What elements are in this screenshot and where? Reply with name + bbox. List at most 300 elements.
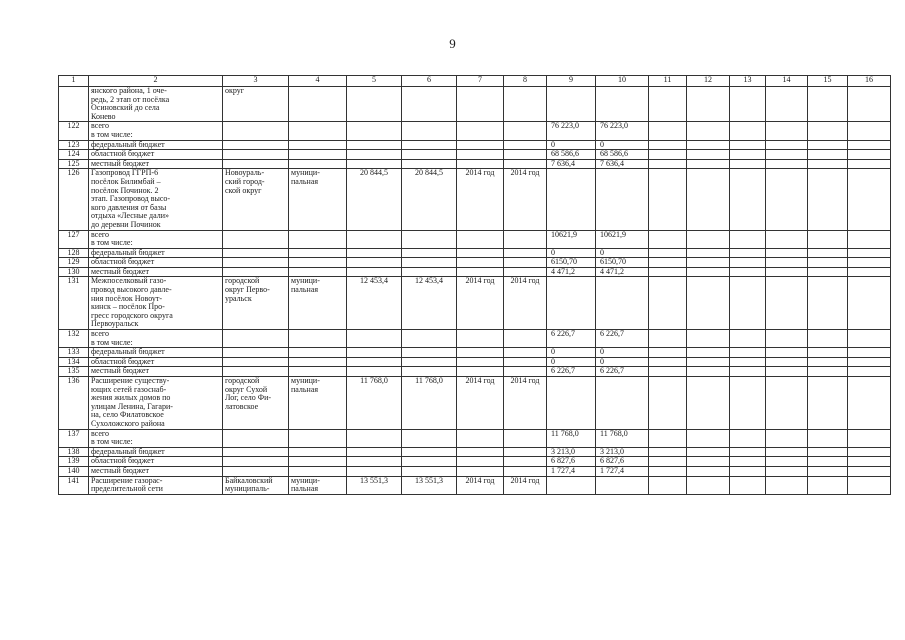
cost-total-cell: [347, 429, 402, 447]
cost-total-cell: [347, 367, 402, 377]
row-number-cell: 135: [59, 367, 89, 377]
row-number-cell: 129: [59, 258, 89, 268]
ownership-cell: [289, 447, 347, 457]
cost-remaining-cell: [402, 348, 457, 358]
municipality-cell: [223, 159, 289, 169]
col-11-cell: [649, 140, 687, 150]
col-11-cell: [649, 87, 687, 122]
cost-remaining-cell: [402, 140, 457, 150]
col-16-cell: [848, 447, 891, 457]
col-15-cell: [808, 377, 848, 430]
col-13-cell: [730, 150, 766, 160]
financing-total-cell: 6150,70: [547, 258, 596, 268]
start-year-cell: [457, 367, 504, 377]
municipality-cell: [223, 367, 289, 377]
ownership-cell: [289, 258, 347, 268]
cost-total-cell: 12 453,4: [347, 277, 402, 330]
ownership-cell: [289, 367, 347, 377]
col-16-cell: [848, 476, 891, 494]
start-year-cell: [457, 447, 504, 457]
col-15-cell: [808, 466, 848, 476]
col-16-cell: [848, 159, 891, 169]
item-name-cell: янского района, 1 оче- редь, 2 этап от посёлка Осиновский до села Конево: [89, 87, 223, 122]
item-name-cell: местный бюджет: [89, 466, 223, 476]
header-row: [59, 76, 891, 87]
col-13-cell: [730, 429, 766, 447]
page-number: 9: [449, 36, 456, 51]
cost-remaining-cell: [402, 447, 457, 457]
table-row: [59, 150, 891, 160]
col-15-cell: [808, 140, 848, 150]
col-15-cell: [808, 357, 848, 367]
col-12-cell: [687, 348, 730, 358]
cost-remaining-cell: [402, 258, 457, 268]
col-13-cell: [730, 159, 766, 169]
table-row: [59, 357, 891, 367]
financing-2014-cell: 0: [596, 248, 649, 258]
col-13-cell: [730, 122, 766, 140]
col-16-cell: [848, 330, 891, 348]
item-name-cell: местный бюджет: [89, 267, 223, 277]
row-number-cell: 127: [59, 230, 89, 248]
start-year-cell: 2014 год: [457, 277, 504, 330]
col-11-cell: [649, 429, 687, 447]
table-row: [59, 447, 891, 457]
ownership-cell: [289, 466, 347, 476]
ownership-cell: [289, 248, 347, 258]
financing-total-cell: [547, 377, 596, 430]
cost-total-cell: [347, 330, 402, 348]
col-14-cell: [766, 377, 808, 430]
col-11-cell: [649, 466, 687, 476]
start-year-cell: [457, 159, 504, 169]
row-number-cell: 123: [59, 140, 89, 150]
col-12-cell: [687, 277, 730, 330]
financing-total-cell: [547, 277, 596, 330]
item-name-cell: Расширение газорас- пределительной сети: [89, 476, 223, 494]
col-12-cell: [687, 457, 730, 467]
column-number: 4: [289, 76, 347, 87]
col-13-cell: [730, 267, 766, 277]
col-12-cell: [687, 267, 730, 277]
end-year-cell: [504, 447, 547, 457]
financing-2014-cell: 11 768,0: [596, 429, 649, 447]
column-number: 12: [687, 76, 730, 87]
cost-total-cell: 13 551,3: [347, 476, 402, 494]
municipality-cell: Новоураль- ский город- ской округ: [223, 169, 289, 230]
cost-total-cell: [347, 122, 402, 140]
col-13-cell: [730, 367, 766, 377]
cost-remaining-cell: [402, 457, 457, 467]
row-number-cell: 126: [59, 169, 89, 230]
financing-total-cell: 0: [547, 140, 596, 150]
item-name-cell: местный бюджет: [89, 159, 223, 169]
municipality-cell: [223, 348, 289, 358]
cost-remaining-cell: [402, 87, 457, 122]
col-11-cell: [649, 277, 687, 330]
table-row: [59, 277, 891, 330]
municipality-cell: [223, 122, 289, 140]
col-16-cell: [848, 429, 891, 447]
financing-total-cell: 1 727,4: [547, 466, 596, 476]
financing-total-cell: 6 226,7: [547, 330, 596, 348]
financing-2014-cell: 6 226,7: [596, 367, 649, 377]
col-13-cell: [730, 377, 766, 430]
row-number-cell: [59, 87, 89, 122]
end-year-cell: [504, 348, 547, 358]
cost-total-cell: [347, 159, 402, 169]
cost-total-cell: [347, 140, 402, 150]
col-13-cell: [730, 466, 766, 476]
row-number-cell: 137: [59, 429, 89, 447]
cost-remaining-cell: [402, 267, 457, 277]
item-name-cell: федеральный бюджет: [89, 447, 223, 457]
financing-2014-cell: 6 226,7: [596, 330, 649, 348]
row-number-cell: 138: [59, 447, 89, 457]
cost-remaining-cell: [402, 357, 457, 367]
financing-2014-cell: 76 223,0: [596, 122, 649, 140]
column-number: 3: [223, 76, 289, 87]
row-number-cell: 134: [59, 357, 89, 367]
col-15-cell: [808, 447, 848, 457]
col-16-cell: [848, 367, 891, 377]
table-row: [59, 377, 891, 430]
col-11-cell: [649, 159, 687, 169]
financing-2014-cell: [596, 476, 649, 494]
start-year-cell: [457, 248, 504, 258]
financing-2014-cell: 3 213,0: [596, 447, 649, 457]
col-14-cell: [766, 277, 808, 330]
column-number: 10: [596, 76, 649, 87]
table-row: [59, 169, 891, 230]
col-16-cell: [848, 87, 891, 122]
row-number-cell: 136: [59, 377, 89, 430]
row-number-cell: 132: [59, 330, 89, 348]
municipality-cell: [223, 150, 289, 160]
col-12-cell: [687, 248, 730, 258]
cost-total-cell: [347, 357, 402, 367]
start-year-cell: [457, 230, 504, 248]
col-13-cell: [730, 140, 766, 150]
column-number: 8: [504, 76, 547, 87]
col-13-cell: [730, 277, 766, 330]
end-year-cell: [504, 466, 547, 476]
item-name-cell: всего в том числе:: [89, 122, 223, 140]
row-number-cell: 130: [59, 267, 89, 277]
column-number: 6: [402, 76, 457, 87]
start-year-cell: [457, 348, 504, 358]
end-year-cell: [504, 87, 547, 122]
col-16-cell: [848, 122, 891, 140]
cost-remaining-cell: [402, 230, 457, 248]
col-14-cell: [766, 248, 808, 258]
cost-total-cell: [347, 457, 402, 467]
financing-2014-cell: 0: [596, 348, 649, 358]
end-year-cell: [504, 330, 547, 348]
col-13-cell: [730, 258, 766, 268]
cost-total-cell: 11 768,0: [347, 377, 402, 430]
end-year-cell: [504, 367, 547, 377]
col-14-cell: [766, 348, 808, 358]
item-name-cell: областной бюджет: [89, 258, 223, 268]
ownership-cell: муници- пальная: [289, 377, 347, 430]
municipality-cell: [223, 140, 289, 150]
item-name-cell: федеральный бюджет: [89, 248, 223, 258]
col-13-cell: [730, 230, 766, 248]
item-name-cell: Газопровод ГГРП-6 посёлок Билимбай – посёлок Починок. 2 этап. Газопровод высо- кого давления от базы отдыха «Лесные дали» до деревни Починок: [89, 169, 223, 230]
col-16-cell: [848, 466, 891, 476]
cost-total-cell: [347, 248, 402, 258]
row-number-cell: 131: [59, 277, 89, 330]
row-number-cell: 140: [59, 466, 89, 476]
col-12-cell: [687, 466, 730, 476]
ownership-cell: муници- пальная: [289, 476, 347, 494]
table-row: [59, 140, 891, 150]
column-number: 2: [89, 76, 223, 87]
col-15-cell: [808, 330, 848, 348]
col-11-cell: [649, 348, 687, 358]
financing-2014-cell: 0: [596, 140, 649, 150]
end-year-cell: 2014 год: [504, 377, 547, 430]
table-row: [59, 466, 891, 476]
municipality-cell: [223, 258, 289, 268]
financing-2014-cell: [596, 377, 649, 430]
column-number: 13: [730, 76, 766, 87]
start-year-cell: [457, 122, 504, 140]
ownership-cell: [289, 267, 347, 277]
col-12-cell: [687, 330, 730, 348]
table-row: [59, 230, 891, 248]
row-number-cell: 124: [59, 150, 89, 160]
end-year-cell: 2014 год: [504, 476, 547, 494]
financing-total-cell: 76 223,0: [547, 122, 596, 140]
col-12-cell: [687, 150, 730, 160]
col-14-cell: [766, 330, 808, 348]
cost-remaining-cell: 13 551,3: [402, 476, 457, 494]
municipality-cell: [223, 330, 289, 348]
col-14-cell: [766, 258, 808, 268]
item-name-cell: Межпоселковый газо- провод высокого давле- ния посёлок Новоут- кинск – посёлок Про- гресс городского округа Первоуральск: [89, 277, 223, 330]
col-16-cell: [848, 150, 891, 160]
col-14-cell: [766, 140, 808, 150]
start-year-cell: [457, 429, 504, 447]
start-year-cell: [457, 87, 504, 122]
col-16-cell: [848, 169, 891, 230]
col-13-cell: [730, 169, 766, 230]
financing-2014-cell: 4 471,2: [596, 267, 649, 277]
end-year-cell: [504, 429, 547, 447]
col-11-cell: [649, 367, 687, 377]
cost-remaining-cell: 11 768,0: [402, 377, 457, 430]
col-11-cell: [649, 377, 687, 430]
municipality-cell: городской округ Сухой Лог, село Фи- латовское: [223, 377, 289, 430]
cost-remaining-cell: [402, 159, 457, 169]
cost-remaining-cell: [402, 248, 457, 258]
column-number: 15: [808, 76, 848, 87]
column-number: 14: [766, 76, 808, 87]
municipality-cell: [223, 230, 289, 248]
end-year-cell: [504, 248, 547, 258]
municipality-cell: округ: [223, 87, 289, 122]
col-13-cell: [730, 87, 766, 122]
col-12-cell: [687, 230, 730, 248]
col-16-cell: [848, 230, 891, 248]
end-year-cell: [504, 230, 547, 248]
col-11-cell: [649, 169, 687, 230]
column-number: 16: [848, 76, 891, 87]
col-16-cell: [848, 348, 891, 358]
item-name-cell: местный бюджет: [89, 367, 223, 377]
cost-total-cell: [347, 267, 402, 277]
col-15-cell: [808, 248, 848, 258]
ownership-cell: муници- пальная: [289, 277, 347, 330]
financing-2014-cell: 1 727,4: [596, 466, 649, 476]
start-year-cell: [457, 258, 504, 268]
financing-total-cell: [547, 476, 596, 494]
col-14-cell: [766, 429, 808, 447]
ownership-cell: [289, 87, 347, 122]
financing-total-cell: 68 586,6: [547, 150, 596, 160]
col-11-cell: [649, 248, 687, 258]
col-12-cell: [687, 159, 730, 169]
financing-total-cell: 3 213,0: [547, 447, 596, 457]
end-year-cell: [504, 267, 547, 277]
col-12-cell: [687, 169, 730, 230]
financing-2014-cell: 7 636,4: [596, 159, 649, 169]
table-row: [59, 476, 891, 494]
col-12-cell: [687, 367, 730, 377]
financing-2014-cell: 10621,9: [596, 230, 649, 248]
municipality-cell: Байкаловский муниципаль-: [223, 476, 289, 494]
item-name-cell: областной бюджет: [89, 357, 223, 367]
col-15-cell: [808, 87, 848, 122]
table-row: [59, 87, 891, 122]
col-13-cell: [730, 457, 766, 467]
col-12-cell: [687, 447, 730, 457]
cost-total-cell: [347, 87, 402, 122]
row-number-cell: 122: [59, 122, 89, 140]
col-14-cell: [766, 357, 808, 367]
start-year-cell: 2014 год: [457, 169, 504, 230]
col-16-cell: [848, 267, 891, 277]
col-15-cell: [808, 267, 848, 277]
end-year-cell: [504, 258, 547, 268]
col-12-cell: [687, 122, 730, 140]
col-14-cell: [766, 230, 808, 248]
col-12-cell: [687, 357, 730, 367]
municipality-cell: [223, 267, 289, 277]
municipality-cell: [223, 447, 289, 457]
financing-total-cell: [547, 169, 596, 230]
cost-total-cell: [347, 150, 402, 160]
ownership-cell: [289, 140, 347, 150]
financing-total-cell: 6 827,6: [547, 457, 596, 467]
col-15-cell: [808, 348, 848, 358]
col-11-cell: [649, 258, 687, 268]
budget-table: [58, 75, 891, 495]
col-12-cell: [687, 429, 730, 447]
end-year-cell: [504, 159, 547, 169]
col-16-cell: [848, 377, 891, 430]
financing-2014-cell: 68 586,6: [596, 150, 649, 160]
end-year-cell: [504, 122, 547, 140]
cost-remaining-cell: [402, 466, 457, 476]
cost-total-cell: 20 844,5: [347, 169, 402, 230]
item-name-cell: всего в том числе:: [89, 230, 223, 248]
item-name-cell: федеральный бюджет: [89, 140, 223, 150]
col-12-cell: [687, 87, 730, 122]
item-name-cell: всего в том числе:: [89, 429, 223, 447]
financing-total-cell: 7 636,4: [547, 159, 596, 169]
col-14-cell: [766, 466, 808, 476]
col-13-cell: [730, 357, 766, 367]
cost-total-cell: [347, 348, 402, 358]
col-16-cell: [848, 277, 891, 330]
column-number: 11: [649, 76, 687, 87]
col-12-cell: [687, 258, 730, 268]
col-11-cell: [649, 330, 687, 348]
col-14-cell: [766, 122, 808, 140]
cost-remaining-cell: [402, 122, 457, 140]
ownership-cell: [289, 230, 347, 248]
table-row: [59, 367, 891, 377]
col-14-cell: [766, 150, 808, 160]
financing-total-cell: 11 768,0: [547, 429, 596, 447]
col-14-cell: [766, 447, 808, 457]
cost-total-cell: [347, 258, 402, 268]
column-number: 9: [547, 76, 596, 87]
row-number-cell: 139: [59, 457, 89, 467]
table-row: [59, 457, 891, 467]
cost-total-cell: [347, 466, 402, 476]
cost-remaining-cell: [402, 330, 457, 348]
col-14-cell: [766, 169, 808, 230]
item-name-cell: областной бюджет: [89, 457, 223, 467]
col-16-cell: [848, 357, 891, 367]
start-year-cell: [457, 267, 504, 277]
row-number-cell: 141: [59, 476, 89, 494]
financing-2014-cell: 6150,70: [596, 258, 649, 268]
end-year-cell: [504, 140, 547, 150]
col-13-cell: [730, 476, 766, 494]
financing-total-cell: 0: [547, 248, 596, 258]
financing-total-cell: 0: [547, 357, 596, 367]
column-number: 7: [457, 76, 504, 87]
col-13-cell: [730, 348, 766, 358]
cost-remaining-cell: [402, 150, 457, 160]
table-row: [59, 267, 891, 277]
col-11-cell: [649, 230, 687, 248]
end-year-cell: 2014 год: [504, 169, 547, 230]
table-row: [59, 122, 891, 140]
municipality-cell: [223, 466, 289, 476]
table-row: [59, 330, 891, 348]
cost-remaining-cell: 12 453,4: [402, 277, 457, 330]
col-14-cell: [766, 87, 808, 122]
financing-total-cell: 6 226,7: [547, 367, 596, 377]
financing-total-cell: [547, 87, 596, 122]
col-12-cell: [687, 140, 730, 150]
municipality-cell: [223, 429, 289, 447]
cost-remaining-cell: [402, 429, 457, 447]
end-year-cell: [504, 457, 547, 467]
col-14-cell: [766, 476, 808, 494]
col-13-cell: [730, 330, 766, 348]
ownership-cell: муници- пальная: [289, 169, 347, 230]
col-15-cell: [808, 476, 848, 494]
municipality-cell: [223, 357, 289, 367]
item-name-cell: всего в том числе:: [89, 330, 223, 348]
